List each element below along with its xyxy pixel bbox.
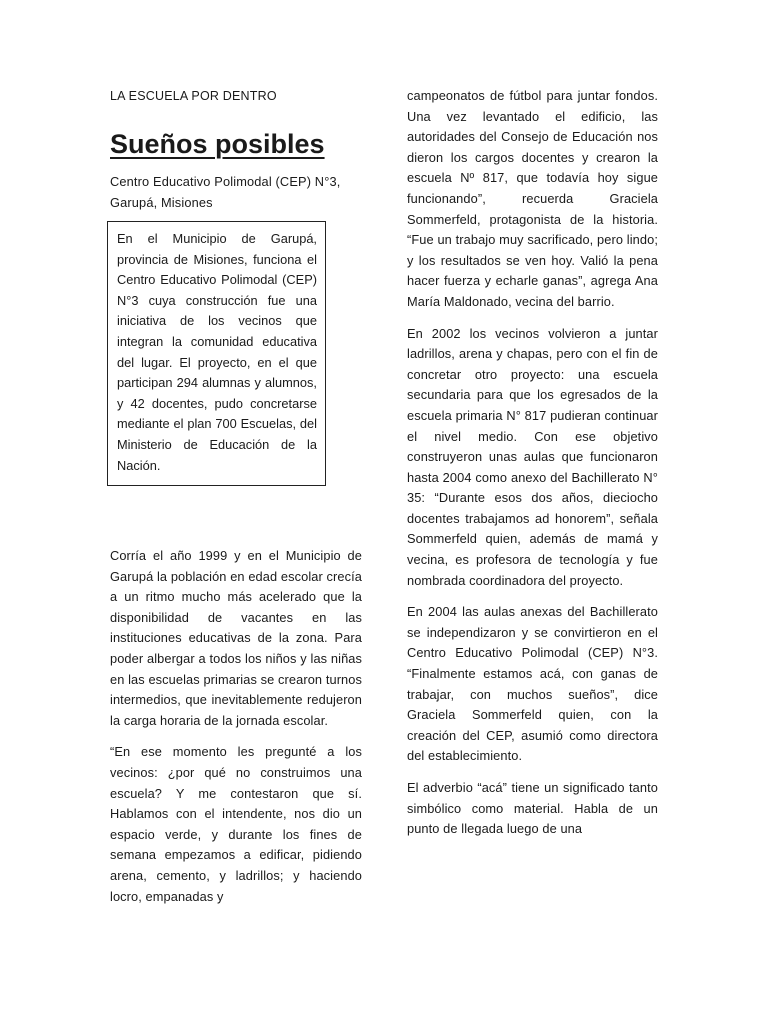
left-paragraph-2: “En ese momento les pregunté a los vecinos: ¿por qué no construimos una escuela? Y me contestaron que sí. Hablamos con el intendente, nos dio un espacio verde, y durante los fines de semana empezamos a edificar, pidiendo arena, cemento, y ladrillos; y haciendo locro, empanadas y xyxy=(110,744,362,904)
right-paragraph-3: En 2004 las aulas anexas del Bachillerato se independizaron y se convirtieron en el Centro Educativo Polimodal (CEP) N°3. “Finalmente estamos acá, con ganas de trabajar, con muchos sueños”, dice Graciela Sommerfeld quien, con la creación del CEP, asumió como directora del establecimiento. xyxy=(407,604,658,764)
header-block xyxy=(110,86,362,213)
right-paragraph-1: campeonatos de fútbol para juntar fondos. Una vez levantado el edificio, las autoridades del Consejo de Educación nos dieron los cargos docentes y crearon la escuela Nº 817, que todavía hoy sigue funcionando”, recuerda Graciela Sommerfeld, protagonista de la historia. “Fue un trabajo muy sacrificado, pero lindo; y los resultados se ven hoy. Valió la pena hacer fuerza y echarle ganas”, agrega Ana María Maldonado, vecina del barrio. xyxy=(407,88,658,309)
section-label: LA ESCUELA POR DENTRO xyxy=(110,89,277,103)
right-column-body xyxy=(407,86,658,851)
left-paragraph-1: Corría el año 1999 y en el Municipio de Garupá la población en edad escolar crecía a un ritmo mucho más acelerado que la disponibilidad de vacantes en las instituciones educativas de la zona. Para poder albergar a todos los niños y las niñas en las escuelas primarias se crearon turnos intermedios, que inevitablemente redujeron la carga horaria de la jornada escolar. xyxy=(110,548,362,728)
left-column-body xyxy=(110,546,362,918)
right-paragraph-2: En 2002 los vecinos volvieron a juntar ladrillos, arena y chapas, pero con el fin de concretar otro proyecto: una escuela secundaria para que los egresados de la escuela primaria N° 817 pudieran continuar el nivel medio. Con ese objetivo construyeron unas aulas que funcionaron hasta 2004 como anexo del Bachillerato N° 35: “Durante esos dos años, dieciocho docentes trabajamos ad honorem”, señala Sommerfeld quien, además de mamá y vecina, es profesora de tecnología y fue nombrada coordinadora del proyecto. xyxy=(407,325,658,588)
article-title: Sueños posibles xyxy=(110,129,325,159)
summary-box xyxy=(107,221,326,486)
summary-text: En el Municipio de Garupá, provincia de Misiones, funciona el Centro Educativo Polimodal (CEP) N°3 cuya construcción fue una iniciativa de los vecinos que integran la comunidad educativa del lugar. El proyecto, en el que participan 294 alumnas y alumnos, y 42 docentes, pudo concretarse mediante el plan 700 Escuelas, del Ministerio de Educación de la Nación. xyxy=(117,231,317,473)
right-paragraph-4: El adverbio “acá” tiene un significado tanto simbólico como material. Habla de un punto de llegada luego de una xyxy=(407,780,658,837)
article-subtitle: Centro Educativo Polimodal (CEP) N°3, Garupá, Misiones xyxy=(110,174,341,210)
